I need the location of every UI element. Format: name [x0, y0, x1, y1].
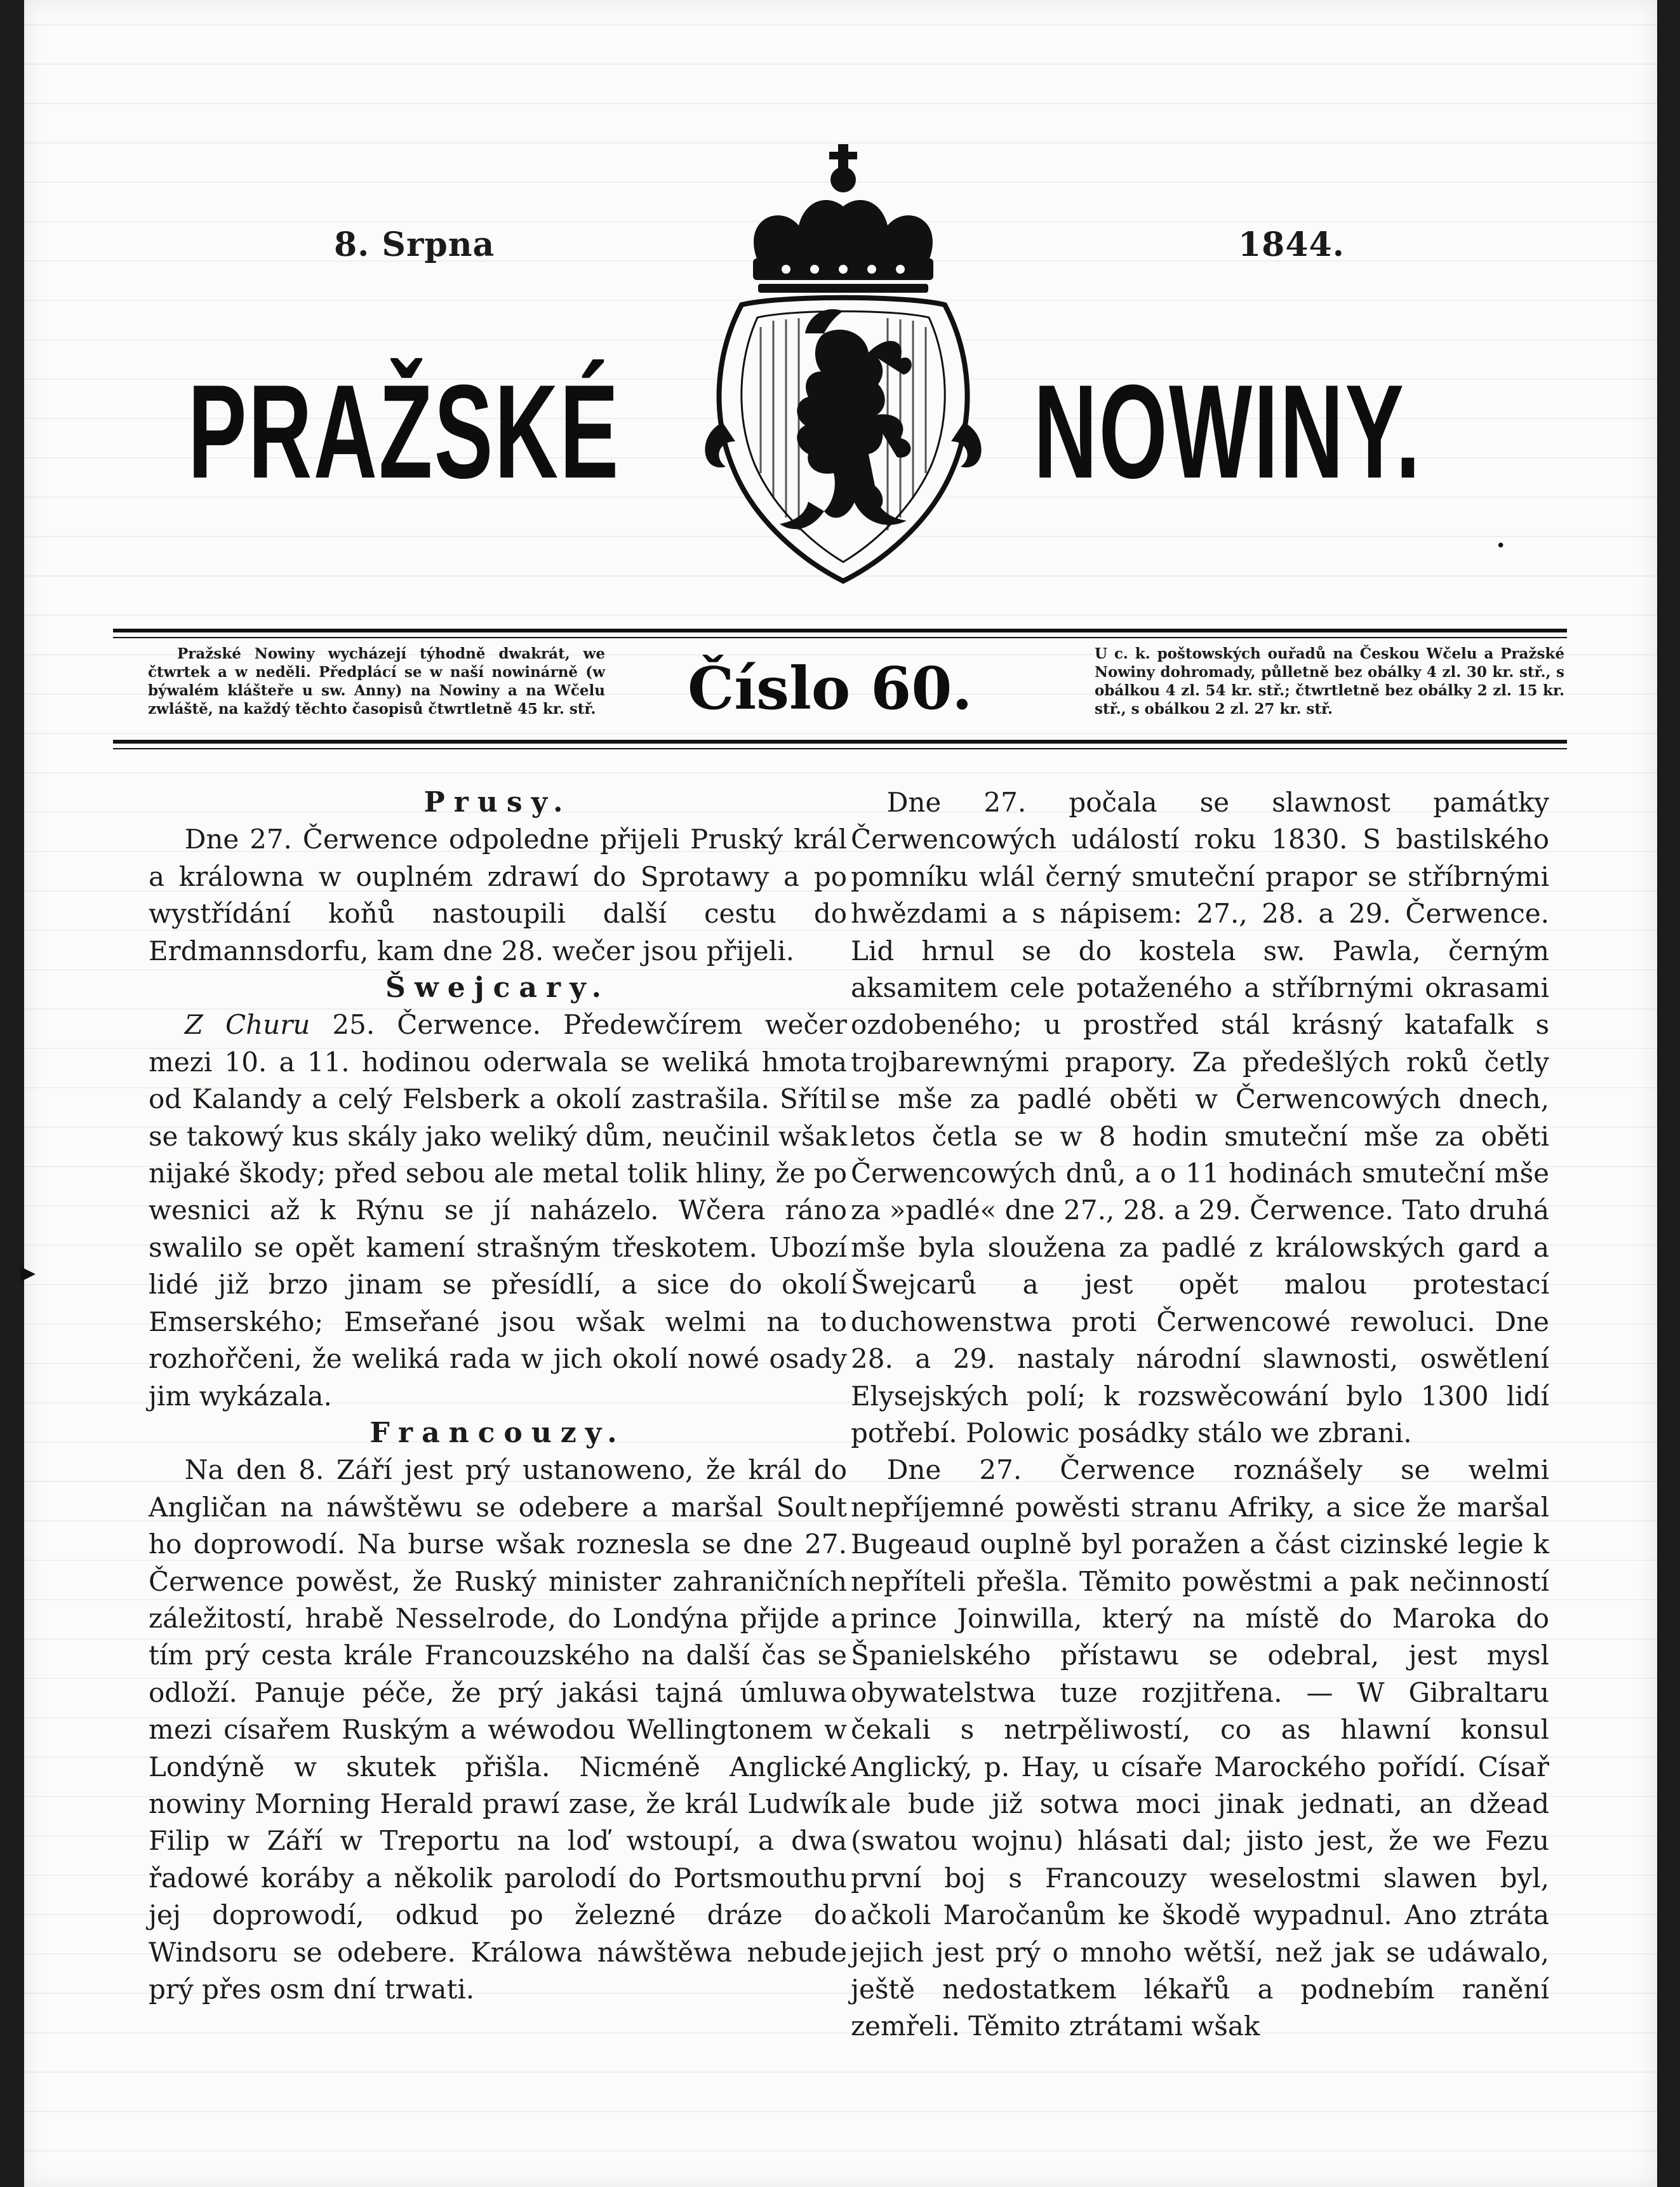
top-rule-thin: [113, 637, 1567, 638]
article-swejcary-place: Z Churu: [184, 1009, 310, 1041]
heading-swejcary: Šwejcary.: [385, 972, 610, 1005]
issue-year: 1844.: [1238, 225, 1345, 264]
masthead-title-left: PRAŽSKÉ: [188, 357, 620, 506]
bohemian-lion-crest-icon: [697, 143, 989, 587]
masthead-title-right: NOWINY.: [1034, 357, 1422, 506]
article-francouzy: Na den 8. Září jest prý ustanoweno, že král do Angličan na náwštěwu se odebere a maršal Soult ho doprowodí. Na burse wšak roznesla se dne 27. Čerwence powěst, že Ruský minister zahraničních záležitostí, hrabě Nesselrode, do Londýna přijde a tím prý cesta krále Francouzského na další čas se odloží. Panuje péče, že prý jakási tajná úmluwa mezi císařem Ruským a wéwodou Wellingtonem w Londýně w skutek přišla. Nicméně Anglické nowiny Morning Herald prawí zase, že král Ludwík Filip w Září w Treportu na loď wstoupí, a dwa řadowé koráby a několik parolodí do Portsmouthu jej doprowodí, odkud po železné dráze do Windsoru se odebere. Králowa náwštěwa nebude prý přes osm dní trwati.: [149, 1454, 847, 2005]
header-bottom-rule: [113, 740, 1567, 744]
article-swejcary: [149, 1007, 847, 1414]
left-edge-mark: ▸: [20, 1254, 36, 1290]
subscription-info-left: Pražské Nowiny wycházejí týhodně dwakrát, we čtwrtek a w neděli. Předplácí se w naší nowinárně (w býwalém klášteře u sw. Anny) na Nowiny a na Wčelu zwláště, na každý těchto časopisů čtwrtletně 45 kr. stř.: [148, 645, 605, 718]
right-column: [851, 784, 1549, 2045]
header-bottom-rule-thin: [113, 748, 1567, 749]
issue-date: 8. Srpna: [334, 225, 495, 264]
article-paris-festival: Dne 27. počala se slawnost památky Čerwencowých událostí roku 1830. S bastilského pomníku wlál černý smuteční prapor se stříbrnými hwězdami a s nápisem: 27., 28. a 29. Čerwence. Lid hrnul se do kostela sw. Pawla, černým aksamitem cele potaženého a stříbrnými okrasami ozdobeného; u prostřed stál krásný katafalk s trojbarewnými prapory. Za předešlých roků četly se mše za padlé oběti w Čerwencowých dnech, letos četla se w 8 hodin smuteční mše za oběti Čerwencowých dnů, a o 11 hodinách smuteční mše za »padlé« dne 27., 28. a 29. Čerwence. Tato druhá mše byla sloužena za padlé z králowských gard a Šwejcarů a jest opět malou protestací duchowenstwa proti Čerwencowé rewoluci. Dne 28. a 29. nastaly národní slawnosti, oswětlení Elysejských polí; k rozswěcowání bylo 1300 lidí potřebí. Polowic posádky stálo we zbrani.: [851, 787, 1549, 1448]
left-column: [149, 784, 847, 2008]
paper-sheet: [20, 0, 1657, 2187]
article-africa-news: Dne 27. Čerwence roznášely se welmi nepříjemné powěsti stranu Afriky, a sice že maršal Bugeaud ouplně byl poražen a část cizinské legie k nepříteli přešla. Těmito powěstmi a pak nečinností prince Joinwilla, který na místě do Maroka do Španielského přístawu se odebral, jest mysl obywatelstwa tuze rozjitřena. — W Gibraltaru čekali s netrpěliwostí, co as hlawní konsul Anglický, p. Hay, u císaře Marockého pořídí. Císař ale bude již sotwa moci jinak jednati, an džead (swatou wojnu) hlásati dal; jisto jest, že we Fezu první boj s Francouzy weselostmi slawen byl, ačkoli Maročanům ke škodě wypadnul. Ano ztráta jejich jest prý o mnoho wětší, než jak se udáwalo, ještě nedostatkem lékařů a podnebím ranění zemřeli. Těmito ztrátami wšak: [851, 1454, 1549, 2042]
dot-mark: •: [1496, 537, 1506, 556]
heading-francouzy: Francouzy.: [370, 1416, 626, 1449]
issue-number: Číslo 60.: [688, 654, 973, 723]
heading-prusy: Prusy.: [423, 786, 572, 819]
article-prusy: Dne 27. Čerwence odpoledne přijeli Pruský král a králowna w ouplném zdrawí do Sprotawy a po wystřídání koňů nastoupili další cestu do Erdmannsdorfu, kam dne 28. wečer jsou přijeli.: [149, 824, 847, 966]
subscription-info-right: U c. k. poštowských ouřadů na Českou Wčelu a Pražské Nowiny dohromady, půlletně bez obálky 4 zl. 30 kr. stř., s obálkou 4 zl. 54 kr. stř.; čtwrtletně bez obálky 2 zl. 15 kr. stř., s obálkou 2 zl. 27 kr. stř.: [1095, 645, 1564, 718]
top-rule: [113, 629, 1567, 632]
article-swejcary-body: 25. Čerwence. Předewčírem wečer mezi 10. a 11. hodinou oderwala se weliká hmota od Kalandy a celý Felsberk a okolí zastrašila. Sřítil se takowý kus skály jako weliký dům, neučinil wšak nijaké škody; před sebou ale metal tolik hliny, že po wesnici až k Rýnu se jí naházelo. Wčera ráno swalilo se opět kamení strašným třeskotem. Ubozí lidé již brzo jinam se přesídlí, a sice do okolí Emserského; Emseřané jsou wšak welmi na to rozhořčeni, že weliká rada w jich okolí nowé osady jim wykázala.: [149, 1009, 847, 1412]
